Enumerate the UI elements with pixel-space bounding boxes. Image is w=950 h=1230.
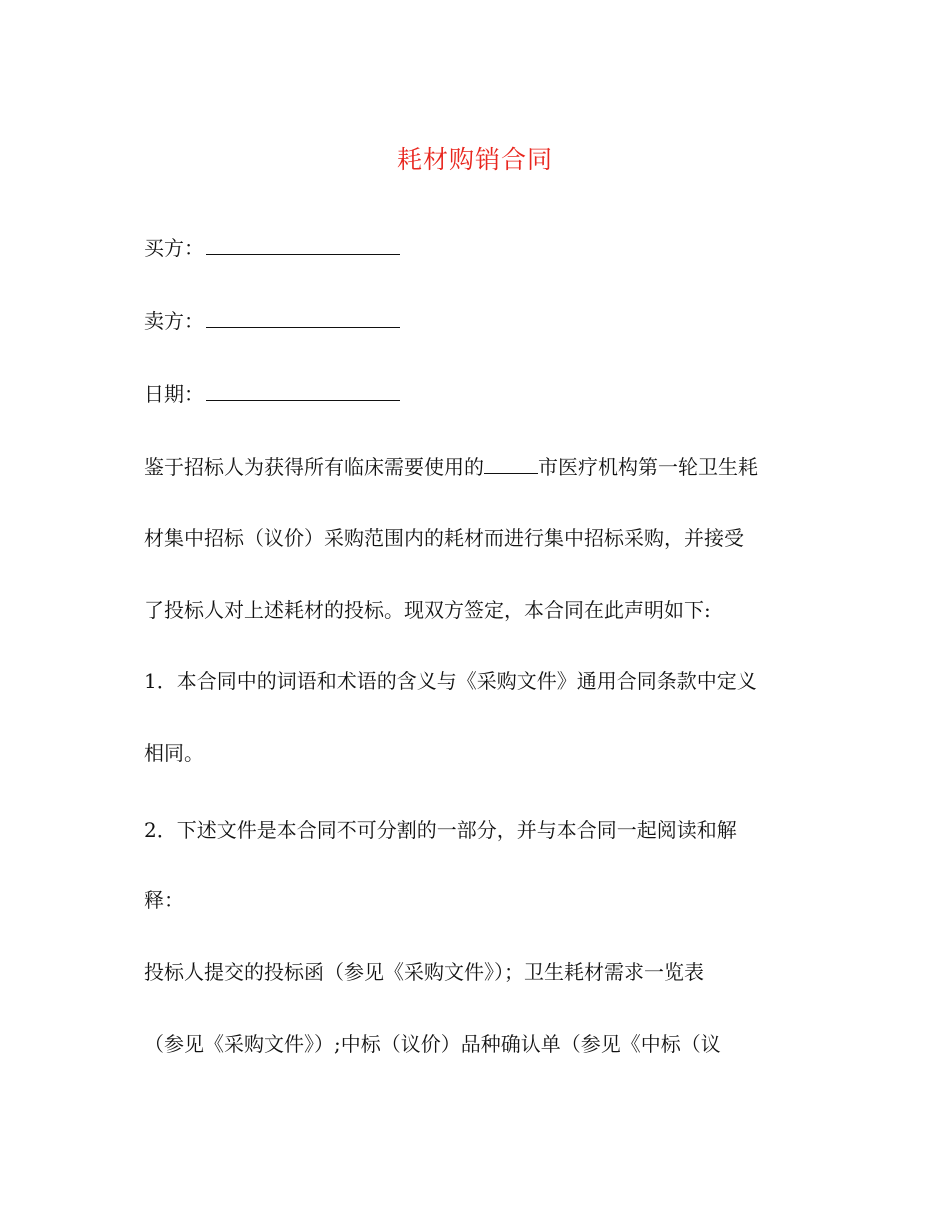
buyer-label: 买方：: [144, 236, 204, 260]
date-line: [144, 380, 400, 408]
paragraph-1-line-2: 材集中招标（议价）采购范围内的耗材而进行集中招标采购，并接受: [144, 526, 744, 550]
clause-1-line-1: 1．本合同中的词语和术语的含义与《采购文件》通用合同条款中定义: [144, 669, 757, 693]
seller-blank: [206, 311, 400, 328]
date-blank: [206, 384, 400, 401]
paragraph-1-line-1: [144, 453, 758, 481]
paragraph-2-line-2: （参见《采购文件》）;中标（议价）品种确认单（参见《中标（议: [144, 1032, 721, 1056]
seller-label: 卖方：: [144, 309, 204, 333]
paragraph-1-line-3: 了投标人对上述耗材的投标。现双方签定，本合同在此声明如下:: [144, 598, 711, 622]
date-label: 日期：: [144, 382, 204, 406]
city-blank: [484, 457, 538, 474]
paragraph-2-line-1: 投标人提交的投标函（参见《采购文件》）；卫生耗材需求一览表: [144, 960, 704, 984]
document-title: 耗材购销合同: [396, 145, 553, 174]
seller-line: [144, 307, 400, 335]
buyer-line: [144, 234, 400, 262]
clause-1-line-2: 相同。: [144, 741, 204, 765]
clause-2-line-2: 释：: [144, 888, 184, 912]
paragraph-1-text-b: 市医疗机构第一轮卫生耗: [538, 455, 758, 479]
buyer-blank: [206, 238, 400, 255]
paragraph-1-text-a: 鉴于招标人为获得所有临床需要使用的: [144, 455, 484, 479]
clause-2-line-1: 2．下述文件是本合同不可分割的一部分，并与本合同一起阅读和解: [144, 818, 737, 842]
